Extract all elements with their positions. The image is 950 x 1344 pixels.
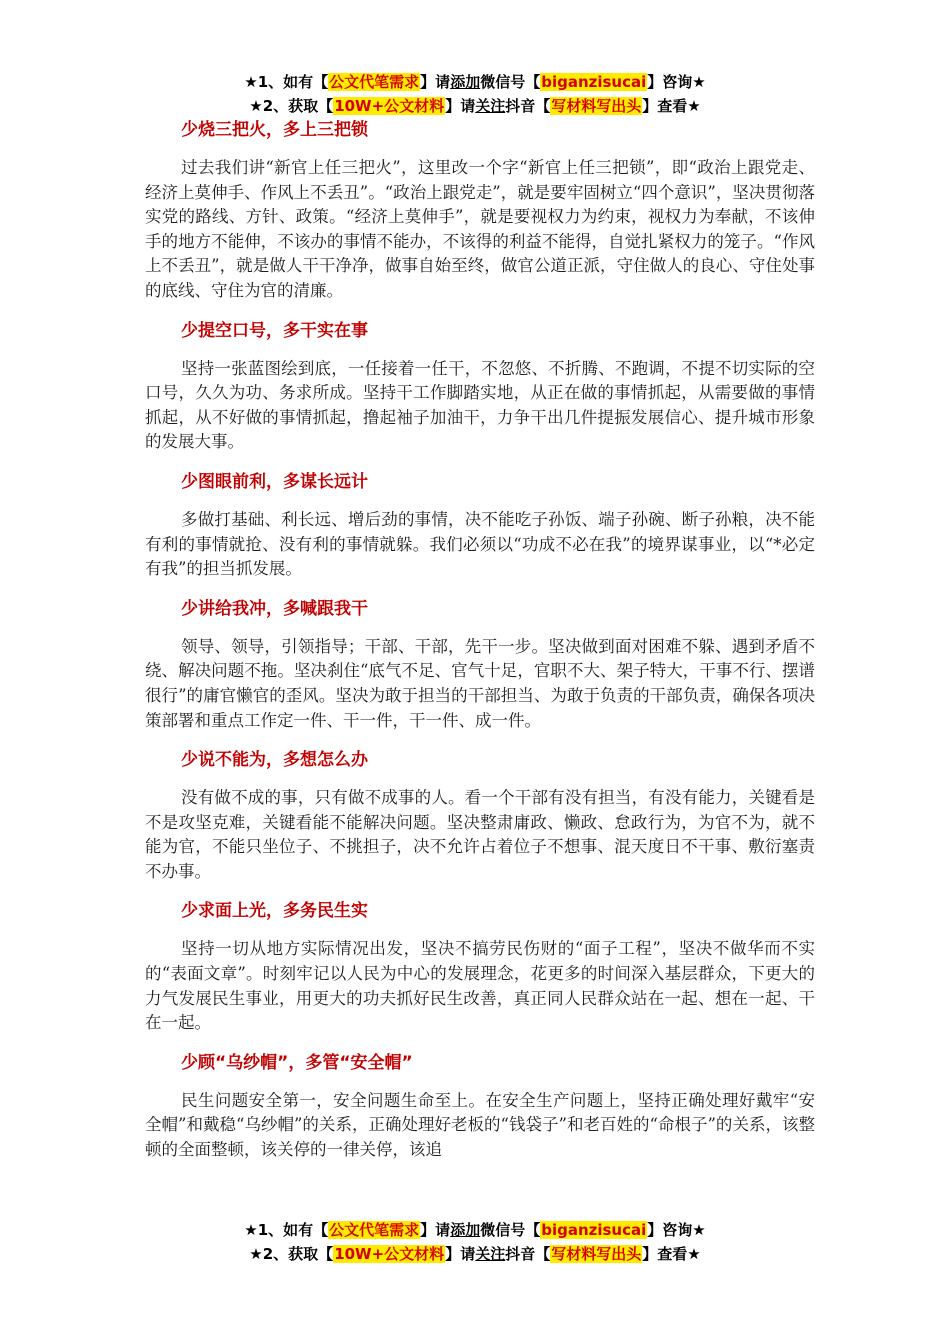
section-paragraph: 多做打基础、利长远、增后劲的事情，决不能吃子孙饭、端子孙碗、断子孙粮，决不能有利的事情就抢、没有利的事情就躲。我们必须以“功成不必在我”的境界谋事业，以“*必定有我”的担当抓发展。 (145, 509, 815, 579)
document-body (145, 118, 815, 1163)
banner-text: 微信号【 (480, 1221, 541, 1239)
banner-text: 】请 (420, 73, 451, 91)
banner-line-1 (0, 1218, 950, 1242)
underlined-text: 添加 (450, 1221, 481, 1239)
banner-text: ★1、如有【 (244, 73, 329, 91)
banner-text: 微信号【 (480, 73, 541, 91)
section-heading: 少图眼前利，多谋长远计 (181, 471, 368, 492)
highlight-wechat-id: biganzisucai (541, 1221, 647, 1239)
banner-line-2 (0, 94, 950, 118)
section-paragraph: 坚持一切从地方实际情况出发，坚决不搞劳民伤财的“面子工程”，坚决不做华而不实的“表面文章”。时刻牢记以人民为中心的发展理念，花更多的时间深入基层群众，下更大的力气发展民生事业，用更大的功夫抓好民生改善，真正同人民群众站在一起、想在一起、干在一起。 (145, 939, 815, 1033)
section-paragraph: 没有做不成的事，只有做不成事的人。看一个干部有没有担当，有没有能力，关键看是不是攻坚克难，关键看能不能解决问题。坚决整肃庸政、懒政、怠政行为，为官不为，就不能为官，不能只坐位子、不挑担子，决不允许占着位子不想事、混天度日不干事、敷衍塞责不办事。 (145, 788, 815, 881)
section-paragraph: 民生问题安全第一，安全问题生命至上。在安全生产问题上，坚持正确处理好戴牢“安全帽”和戴稳“乌纱帽”的关系，正确处理好老板的“钱袋子”和老百姓的“命根子”的关系，该整顿的全面整顿，该关停的一律关停，该追 (145, 1090, 815, 1160)
section-heading: 少烧三把火，多上三把锁 (181, 120, 368, 140)
section-heading: 少顾“乌纱帽”，多管“安全帽” (181, 1052, 413, 1073)
section-heading: 少提空口号，多干实在事 (181, 320, 368, 341)
highlight-materials: 10W+公文材料 (334, 1245, 445, 1263)
section-heading: 少说不能为，多想怎么办 (181, 750, 368, 771)
banner-text: 】查看★ (642, 1245, 701, 1263)
highlight-douyin-account: 写材料写出头 (551, 97, 642, 115)
banner-text: 抖音【 (505, 1245, 551, 1263)
footer-banner (0, 1218, 950, 1266)
highlight-douyin-account: 写材料写出头 (551, 1245, 642, 1263)
banner-text: 】请 (445, 1245, 476, 1263)
section-heading: 少求面上光，多务民生实 (181, 901, 368, 922)
banner-text: 】咨询★ (647, 1221, 706, 1239)
banner-text: ★2、获取【 (249, 97, 334, 115)
underlined-text: 添加 (450, 73, 481, 91)
banner-text: 抖音【 (505, 97, 551, 115)
banner-text: ★2、获取【 (249, 1245, 334, 1263)
banner-text: 】查看★ (642, 97, 701, 115)
highlight-materials: 10W+公文材料 (334, 97, 445, 115)
banner-line-2 (0, 1242, 950, 1266)
banner-text: ★1、如有【 (244, 1221, 329, 1239)
highlight-wechat-id: biganzisucai (541, 73, 647, 91)
banner-text: 】咨询★ (647, 73, 706, 91)
section-paragraph: 过去我们讲“新官上任三把火”，这里改一个字“新官上任三把锁”，即“政治上跟党走、经济上莫伸手、作风上不丢丑”。“政治上跟党走”，就是要牢固树立“四个意识”，坚决贯彻落实党的路线、方针、政策。“经济上莫伸手”，就是要视权力为约束，视权力为奉献，不该伸手的地方不能伸，不该办的事情不能办，不该得的利益不能得，自觉扎紧权力的笼子。“作风上不丢丑”，就是做人干干净净，做事自始至终，做官公道正派，守住做人的良心、守住处事的底线、守住为官的清廉。 (145, 158, 815, 300)
section-paragraph: 领导、领导，引领指导；干部、干部，先干一步。坚决做到面对困难不躲、遇到矛盾不绕、解决问题不拖。坚决刹住“底气不足、官气十足，官职不大、架子特大，干事不行、摆谱很行”的庸官懒官的歪风。坚决为敢于担当的干部担当、为敢于负责的干部负责，确保各项决策部署和重点工作定一件、干一件，干一件、成一件。 (145, 636, 815, 730)
banner-text: 】请 (420, 1221, 451, 1239)
banner-line-1 (0, 70, 950, 94)
highlight-service: 公文代笔需求 (329, 1221, 420, 1239)
highlight-service: 公文代笔需求 (329, 73, 420, 91)
underlined-text: 关注 (475, 1245, 506, 1263)
section-heading: 少讲给我冲，多喊跟我干 (181, 598, 368, 619)
underlined-text: 关注 (475, 97, 506, 115)
banner-text: 】请 (445, 97, 476, 115)
section-paragraph: 坚持一张蓝图绘到底，一任接着一任干，不忽悠、不折腾、不跑调，不提不切实际的空口号，久久为功、务求所成。坚持干工作脚踏实地，从正在做的事情抓起，从需要做的事情抓起，从不好做的事情抓起，撸起袖子加油干，力争干出几件提振发展信心、提升城市形象的发展大事。 (145, 358, 815, 452)
header-banner (0, 70, 950, 118)
